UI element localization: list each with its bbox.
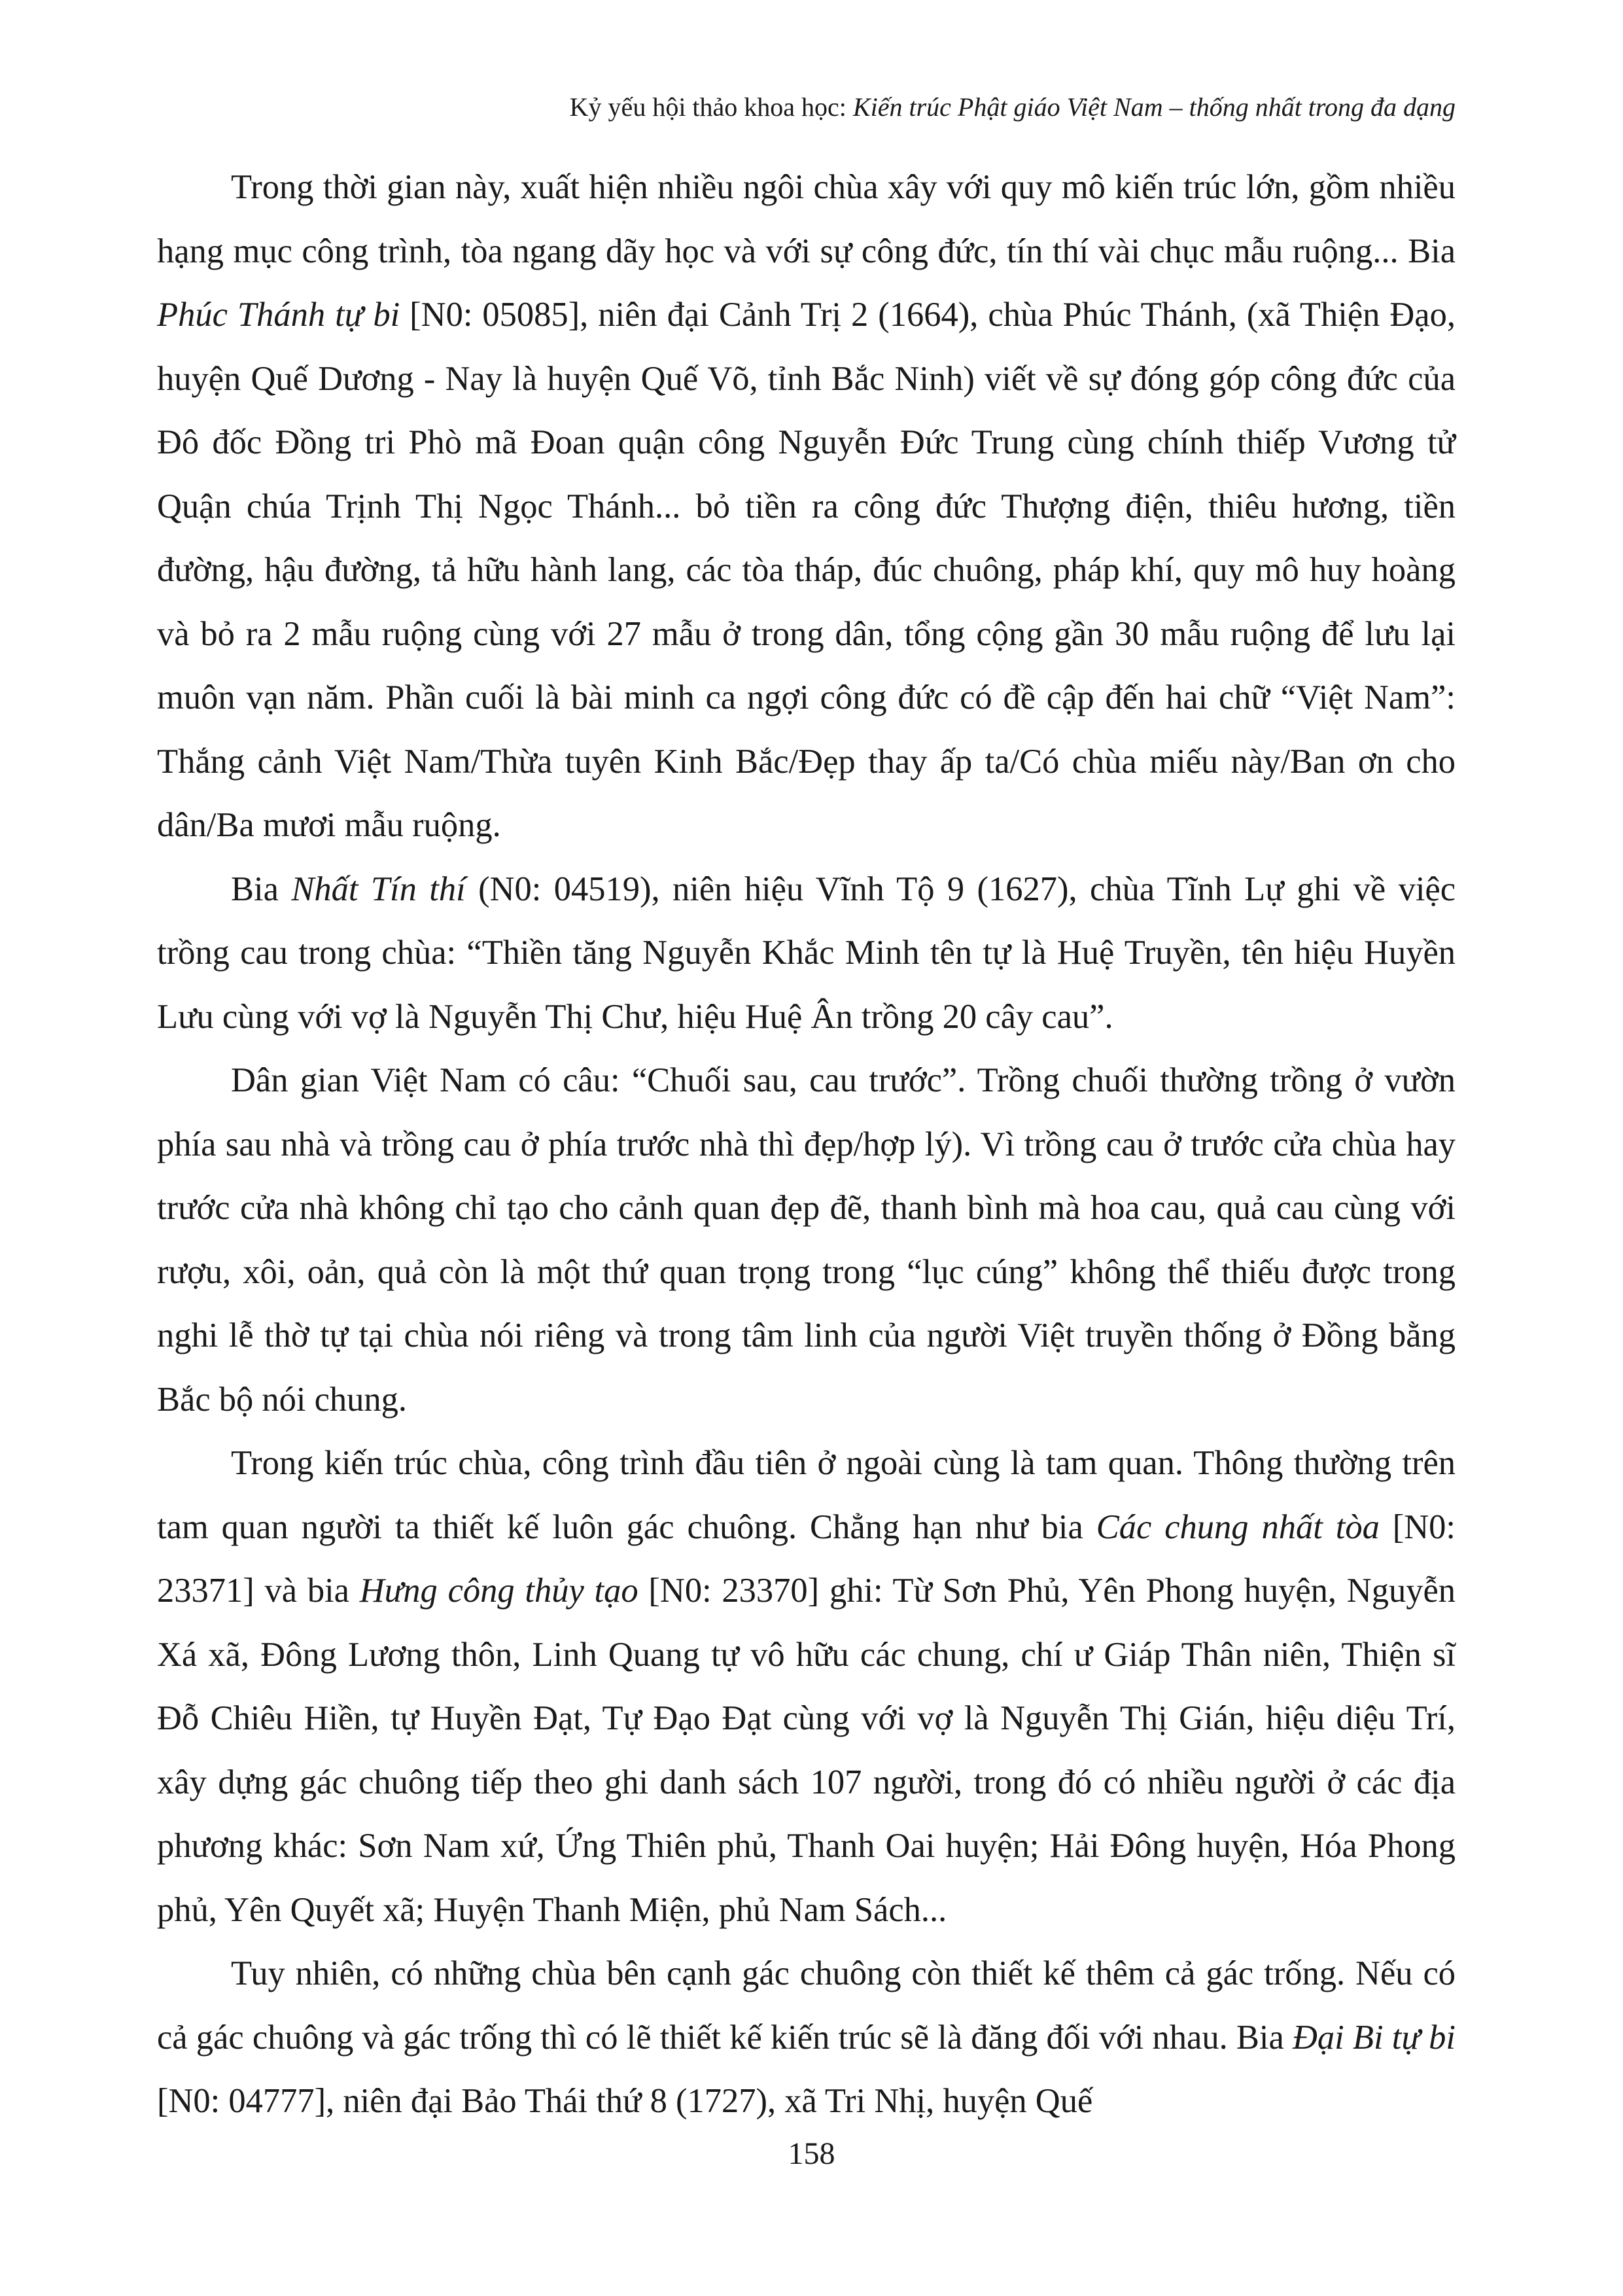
body-text <box>157 156 1456 2134</box>
paragraph-phuc-thanh <box>157 156 1456 858</box>
paragraph-text: Tuy nhiên, có những chùa bên cạnh gác chuông còn thiết kế thêm cả gác trống. Nếu có cả gác chuông và gác trống thì có lẽ thiết kế kiến trúc sẽ là đăng đối với nhau. Bia <box>157 1954 1456 2057</box>
paragraph-nhat-tin-thi <box>157 858 1456 1050</box>
paragraph-text: [N0: 05085], niên đại Cảnh Trị 2 (1664), chùa Phúc Thánh, (xã Thiện Đạo, huyện Quế Dương - Nay là huyện Quế Võ, tỉnh Bắc Ninh) viết về sự đóng góp công đức của Đô đốc Đồng tri Phò mã Đoan quận công Nguyễn Đức Trung cùng chính thiếp Vương tử Quận chúa Trịnh Thị Ngọc Thánh... bỏ tiền ra công đức Thượng điện, thiêu hương, tiền đường, hậu đường, tả hữu hành lang, các tòa tháp, đúc chuông, pháp khí, quy mô huy hoàng và bỏ ra 2 mẫu ruộng cùng với 27 mẫu ở trong dân, tổng cộng gần 30 mẫu ruộng để lưu lại muôn vạn năm. Phần cuối là bài minh ca ngợi công đức có đề cập đến hai chữ “Việt Nam”: Thắng cảnh Việt Nam/Thừa tuyên Kinh Bắc/Đẹp thay ấp ta/Có chùa miếu này/Ban ơn cho dân/Ba mươi mẫu ruộng. <box>157 296 1456 844</box>
inscription-title: Đại Bi tự bi <box>1292 2018 1456 2057</box>
paragraph-text: (N0: 04519), niên hiệu Vĩnh Tộ 9 (1627), chùa Tĩnh Lự ghi về việc trồng cau trong chùa: “Thiền tăng Nguyễn Khắc Minh tên tự là Huệ Truyền, tên hiệu Huyền Lưu cùng với vợ là Nguyễn Thị Chư, hiệu Huệ Ân trồng 20 cây cau”. <box>157 870 1456 1036</box>
inscription-title: Nhất Tín thí <box>291 870 466 908</box>
inscription-title: Hưng công thủy tạo <box>359 1572 638 1610</box>
paragraph-gac-trong <box>157 1942 1456 2134</box>
inscription-title: Phúc Thánh tự bi <box>157 296 400 334</box>
running-header <box>157 90 1456 124</box>
header-prefix: Kỷ yếu hội thảo khoa học: <box>569 92 853 122</box>
inscription-title: Các chung nhất tòa <box>1096 1508 1380 1546</box>
paragraph-chuoi-sau-cau-truoc <box>157 1049 1456 1432</box>
header-title: Kiến trúc Phật giáo Việt Nam – thống nhất trong đa dạng <box>852 92 1456 122</box>
paragraph-text: Trong thời gian này, xuất hiện nhiều ngôi chùa xây với quy mô kiến trúc lớn, gồm nhiều hạng mục công trình, tòa ngang dãy học và với sự công đức, tín thí vài chục mẫu ruộng... Bia <box>157 168 1456 270</box>
paragraph-text: Dân gian Việt Nam có câu: “Chuối sau, cau trước”. Trồng chuối thường trồng ở vườn phía sau nhà và trồng cau ở phía trước nhà thì đẹp/hợp lý). Vì trồng cau ở trước cửa chùa hay trước cửa nhà không chỉ tạo cho cảnh quan đẹp đẽ, thanh bình mà hoa cau, quả cau cùng với rượu, xôi, oản, quả còn là một thứ quan trọng trong “lục cúng” không thể thiếu được trong nghi lễ thờ tự tại chùa nói riêng và trong tâm linh của người Việt truyền thống ở Đồng bằng Bắc bộ nói chung. <box>157 1061 1456 1419</box>
paragraph-text: [N0: 04777], niên đại Bảo Thái thứ 8 (1727), xã Tri Nhị, huyện Quế <box>157 2082 1093 2120</box>
paragraph-text: [N0: 23371] và bia <box>157 1508 1456 1610</box>
paragraph-text: [N0: 23370] ghi: Từ Sơn Phủ, Yên Phong huyện, Nguyễn Xá xã, Đông Lương thôn, Linh Quang tự vô hữu các chung, chí ư Giáp Thân niên, Thiện sĩ Đỗ Chiêu Hiền, tự Huyền Đạt, Tự Đạo Đạt cùng với vợ là Nguyễn Thị Gián, hiệu diệu Trí, xây dựng gác chuông tiếp theo ghi danh sách 107 người, trong đó có nhiều người ở các địa phương khác: Sơn Nam xứ, Ứng Thiên phủ, Thanh Oai huyện; Hải Đông huyện, Hóa Phong phủ, Yên Quyết xã; Huyện Thanh Miện, phủ Nam Sách... <box>157 1572 1456 1929</box>
paragraph-tam-quan <box>157 1432 1456 1942</box>
paragraph-text: Trong kiến trúc chùa, công trình đầu tiên ở ngoài cùng là tam quan. Thông thường trên tam quan người ta thiết kế luôn gác chuông. Chẳng hạn như bia <box>157 1444 1456 1546</box>
paragraph-text: Bia <box>231 870 292 908</box>
page-number: 158 <box>788 2136 835 2171</box>
